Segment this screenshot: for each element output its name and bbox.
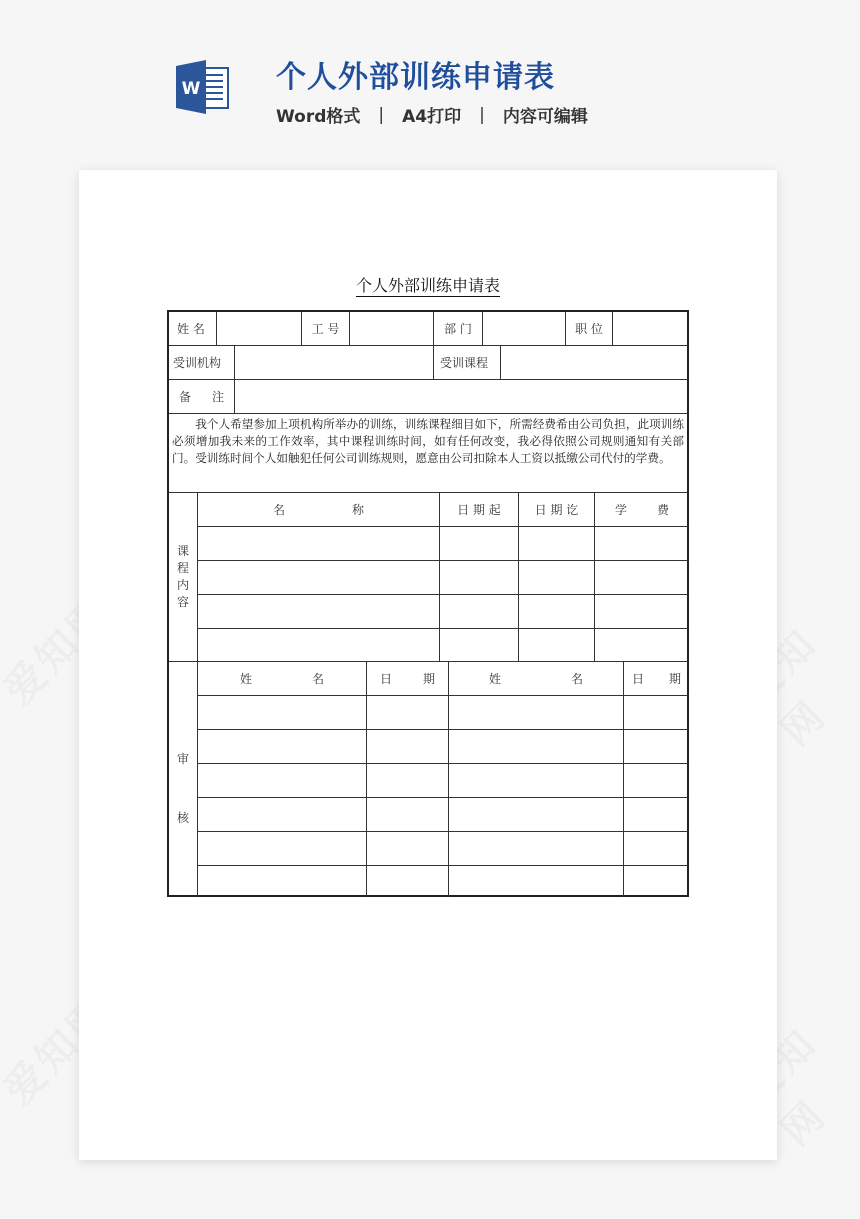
reviewer-name-cell[interactable]	[449, 798, 624, 832]
review-date-cell[interactable]	[367, 764, 449, 798]
reviewer-name-cell[interactable]	[449, 730, 624, 764]
department-label: 部 门	[434, 312, 483, 346]
reviewer-name-cell[interactable]	[449, 832, 624, 866]
tag-print: A4打印	[402, 107, 462, 127]
name-label: 姓 名	[169, 312, 217, 346]
reviewer-name-header: 姓 名	[198, 662, 367, 696]
document-title: 个人外部训练申请表	[355, 276, 500, 295]
review-date-cell[interactable]	[624, 832, 689, 866]
training-org-label: 受训机构	[169, 346, 235, 380]
tag-format: Word格式	[276, 107, 361, 127]
application-form	[167, 310, 689, 897]
department-field[interactable]	[483, 312, 566, 346]
employee-id-label: 工 号	[302, 312, 350, 346]
training-course-field[interactable]	[501, 346, 689, 380]
review-side-label: 审 核	[169, 662, 198, 897]
review-date-cell[interactable]	[367, 798, 449, 832]
position-field[interactable]	[613, 312, 689, 346]
course-name-cell[interactable]	[198, 561, 440, 595]
course-end-cell[interactable]	[519, 561, 595, 595]
review-date-cell[interactable]	[367, 866, 449, 897]
course-end-date-header: 日 期 讫	[519, 493, 595, 527]
position-label: 职 位	[566, 312, 613, 346]
reviewer-name-cell[interactable]	[198, 832, 367, 866]
course-fee-header: 学 费	[595, 493, 689, 527]
review-date-cell[interactable]	[624, 798, 689, 832]
review-date-cell[interactable]	[367, 730, 449, 764]
word-document-icon	[176, 60, 230, 114]
training-course-label: 受训课程	[434, 346, 501, 380]
review-date-header-2: 日 期	[624, 662, 689, 696]
header	[0, 0, 860, 160]
course-start-cell[interactable]	[440, 527, 519, 561]
reviewer-name-cell[interactable]	[449, 764, 624, 798]
document-page	[79, 170, 777, 1160]
course-side-label: 课 程 内 容	[169, 493, 198, 662]
review-date-cell[interactable]	[624, 730, 689, 764]
course-name-cell[interactable]	[198, 629, 440, 662]
reviewer-name-cell[interactable]	[198, 696, 367, 730]
name-field[interactable]	[217, 312, 302, 346]
reviewer-name-cell[interactable]	[198, 798, 367, 832]
course-start-cell[interactable]	[440, 595, 519, 629]
header-title: 个人外部训练申请表	[276, 60, 555, 95]
employee-id-field[interactable]	[350, 312, 434, 346]
statement-text: 我个人希望参加上项机构所举办的训练，训练课程细目如下，所需经费希由公司负担，此项训练必须增加我未来的工作效率，其中课程训练时间，如有任何改变，我必得依照公司规则通知有关部门。受训练时间个人如触犯任何公司训练规则，愿意由公司扣除本人工资以抵缴公司代付的学费。	[169, 414, 687, 493]
course-start-date-header: 日 期 起	[440, 493, 519, 527]
course-fee-cell[interactable]	[595, 527, 689, 561]
reviewer-name-cell[interactable]	[449, 696, 624, 730]
course-name-header: 名 称	[198, 493, 440, 527]
separator: |	[378, 104, 385, 125]
reviewer-name-cell[interactable]	[198, 866, 367, 897]
course-start-cell[interactable]	[440, 561, 519, 595]
course-fee-cell[interactable]	[595, 629, 689, 662]
course-start-cell[interactable]	[440, 629, 519, 662]
course-end-cell[interactable]	[519, 595, 595, 629]
course-fee-cell[interactable]	[595, 595, 689, 629]
course-name-cell[interactable]	[198, 595, 440, 629]
review-date-cell[interactable]	[367, 696, 449, 730]
reviewer-name-cell[interactable]	[449, 866, 624, 897]
reviewer-name-cell[interactable]	[198, 764, 367, 798]
review-date-header: 日 期	[367, 662, 449, 696]
tag-editable: 内容可编辑	[502, 107, 588, 127]
reviewer-name-header-2: 姓 名	[449, 662, 624, 696]
separator: |	[479, 104, 485, 125]
header-tags	[276, 102, 588, 127]
remark-label: 备 注	[169, 380, 235, 414]
review-date-cell[interactable]	[367, 832, 449, 866]
course-name-cell[interactable]	[198, 527, 440, 561]
svg-text:W: W	[181, 79, 201, 99]
course-end-cell[interactable]	[519, 629, 595, 662]
review-date-cell[interactable]	[624, 696, 689, 730]
reviewer-name-cell[interactable]	[198, 730, 367, 764]
review-date-cell[interactable]	[624, 866, 689, 897]
course-end-cell[interactable]	[519, 527, 595, 561]
course-fee-cell[interactable]	[595, 561, 689, 595]
training-org-field[interactable]	[235, 346, 434, 380]
review-date-cell[interactable]	[624, 764, 689, 798]
remark-field[interactable]	[235, 380, 689, 414]
